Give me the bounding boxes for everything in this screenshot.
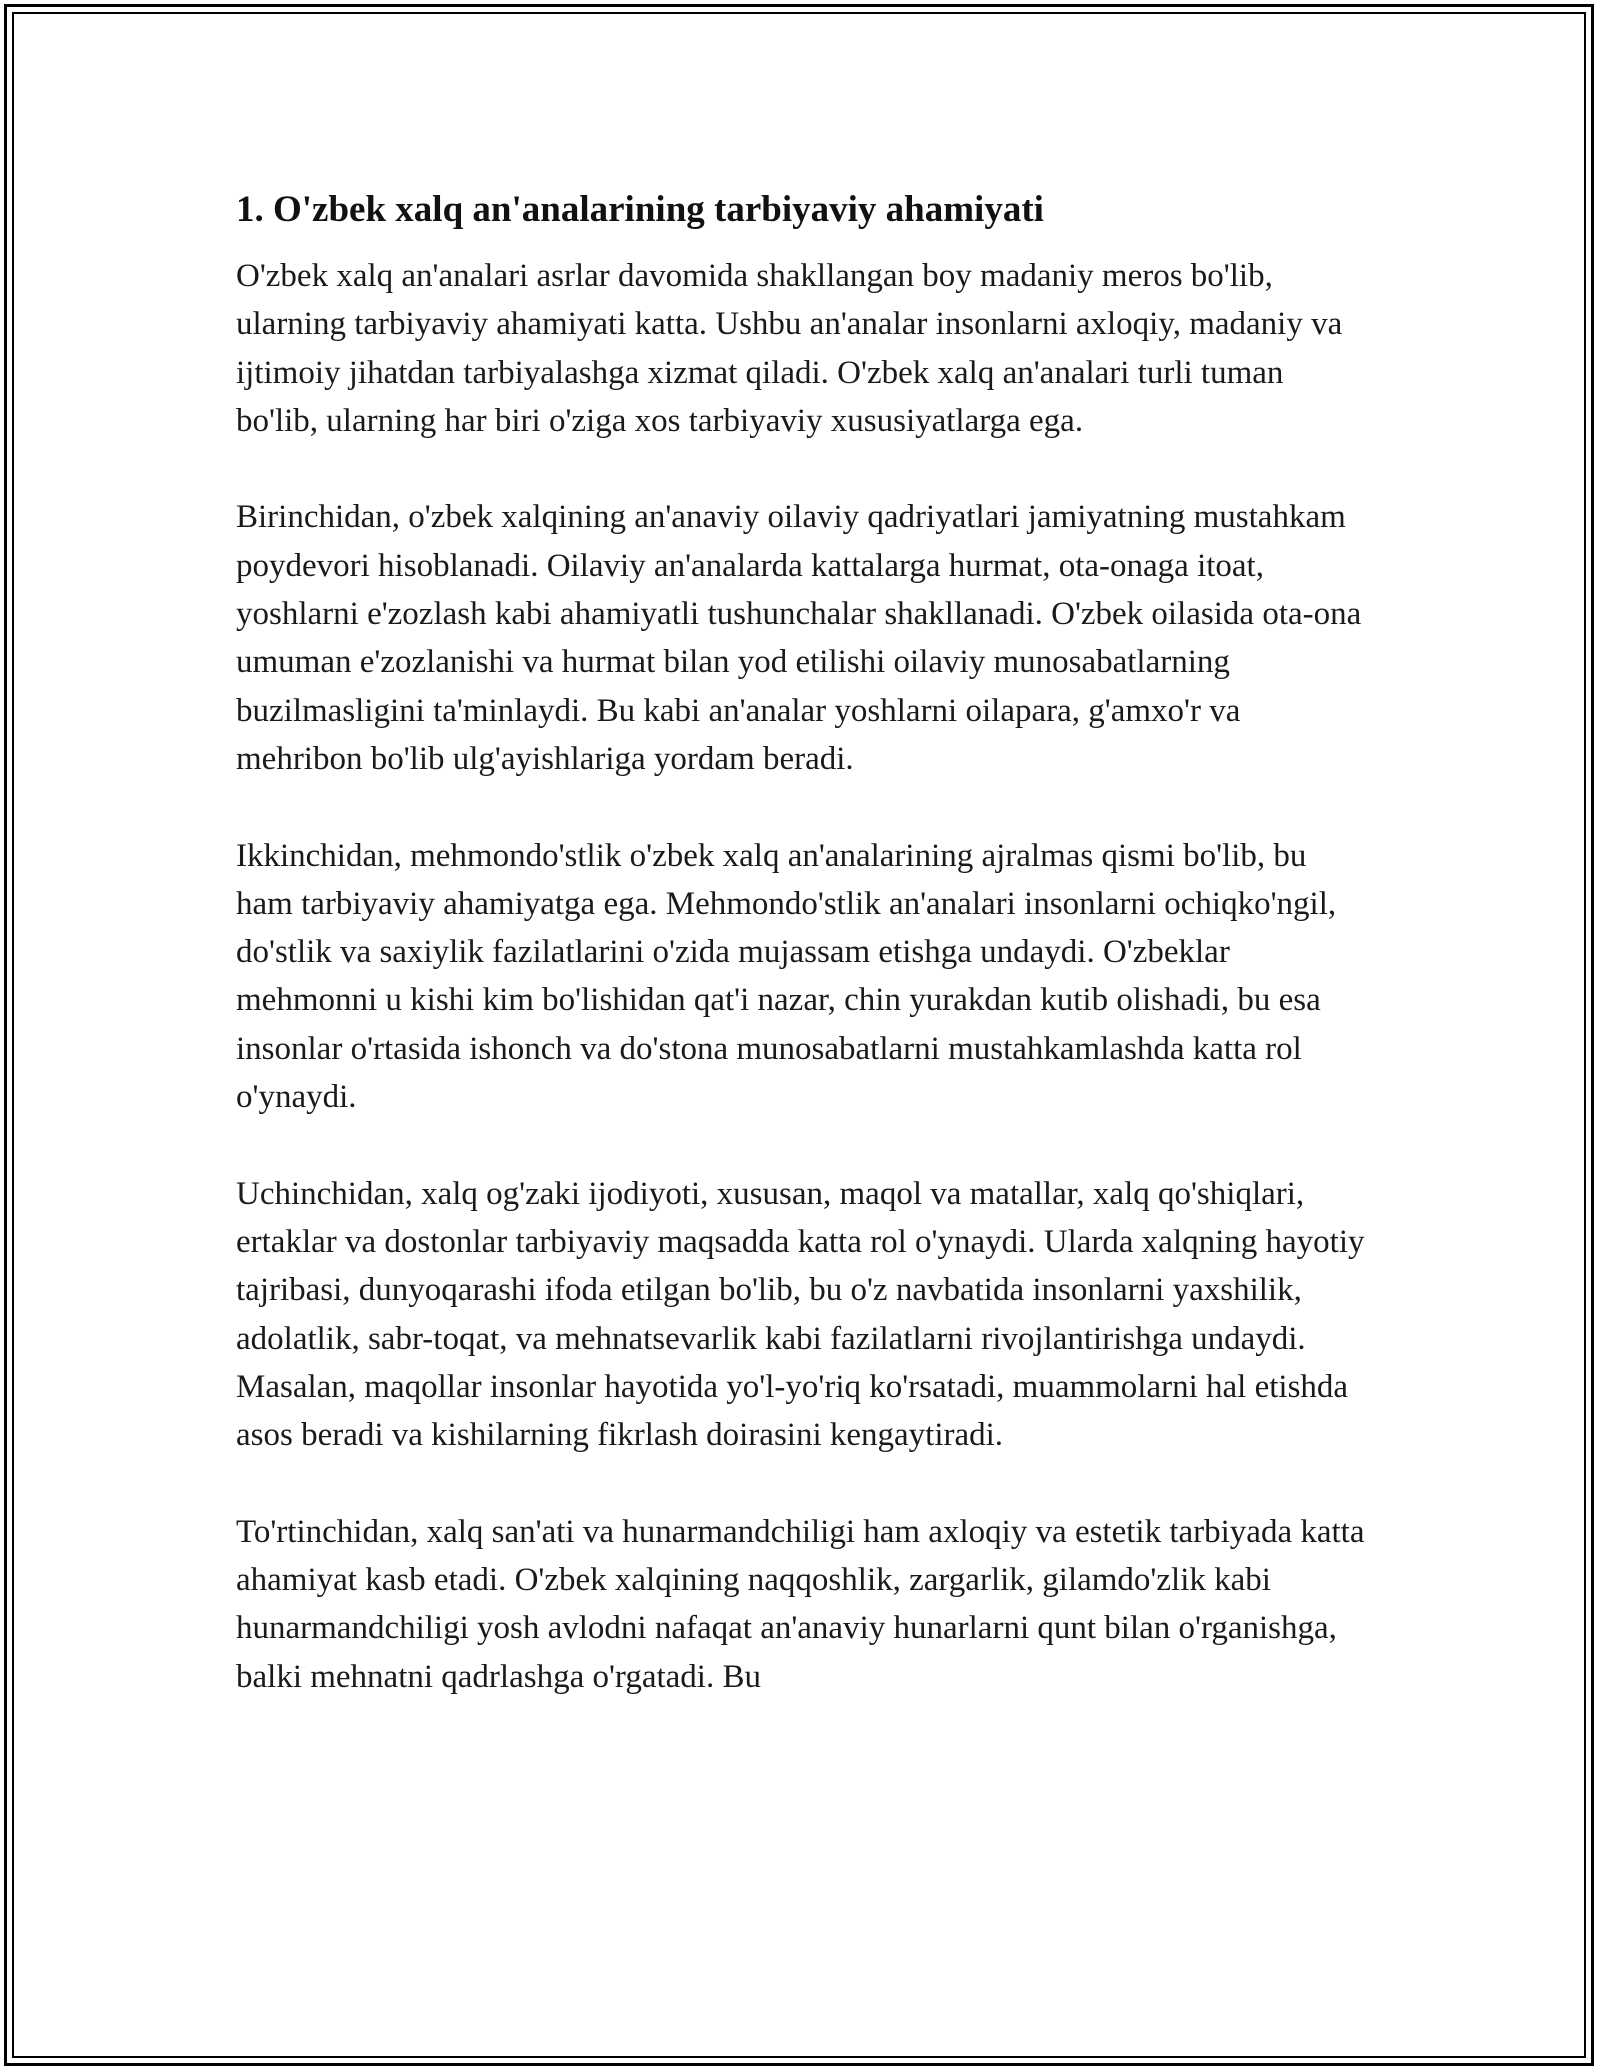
paragraph-hospitality: Ikkinchidan, mehmondo'stlik o'zbek xalq an'analarining ajralmas qismi bo'lib, bu ham tarbiyaviy ahamiyatga ega. Mehmondo'stlik an'analari insonlarni ochiqko'ngil, do'stlik va saxiylik fazilatlarini o'zida mujassam etishga undaydi. O'zbeklar mehmonni u kishi kim bo'lishidan qat'i nazar, chin yurakdan kutib olishadi, bu esa insonlar o'rtasida ishonch va do'stona munosabatlarni mustahkamlashda katta rol o'ynaydi. bbox=[236, 837, 1337, 1116]
paragraph-intro: O'zbek xalq an'analari asrlar davomida shakllangan boy madaniy meros bo'lib, ularning tarbiyaviy ahamiyati katta. Ushbu an'analar insonlarni axloqiy, madaniy va ijtimoiy jihatdan tarbiyalashga xizmat qiladi. O'zbek xalq an'analari turli tuman bo'lib, ularning har biri o'ziga xos tarbiyaviy xususiyatlarga ega. bbox=[236, 258, 1343, 439]
paragraph-folk-art: To'rtinchidan, xalq san'ati va hunarmandchiligi ham axloqiy va estetik tarbiyada katta ahamiyat kasb etadi. O'zbek xalqining naqqoshlik, zargarlik, gilamdo'zlik kabi hunarmandchiligi yosh avlodni nafaqat an'anaviy hunarlarni qunt bilan o'rganishga, balki mehnatni qadrlashga o'rgatadi. Bu bbox=[236, 1513, 1365, 1695]
paragraph-oral-folklore: Uchinchidan, xalq og'zaki ijodiyoti, xususan, maqol va matallar, xalq qo'shiqlari, ertaklar va dostonlar tarbiyaviy maqsadda katta rol o'ynaydi. Ularda xalqning hayotiy tajribasi, dunyoqarashi ifoda etilgan bo'lib, bu o'z navbatida insonlarni yaxshilik, adolatlik, sabr-toqat, va mehnatsevarlik kabi fazilatlarni rivojlantirishga undaydi. Masalan, maqollar insonlar hayotida yo'l-yo'riq ko'rsatadi, muammolarni hal etishda asos beradi va kishilarning fikrlash doirasini kengaytiradi. bbox=[236, 1175, 1365, 1454]
document-body bbox=[236, 186, 1366, 1749]
section-heading: 1. O'zbek xalq an'analarining tarbiyaviy ahamiyati bbox=[236, 189, 1044, 230]
paragraph-family-values: Birinchidan, o'zbek xalqining an'anaviy oilaviy qadriyatlari jamiyatning mustahkam poydevori hisoblanadi. Oilaviy an'analarda kattalarga hurmat, ota-onaga itoat, yoshlarni e'zozlash kabi ahamiyatli tushunchalar shakllanadi. O'zbek oilasida ota-ona umuman e'zozlanishi va hurmat bilan yod etilishi oilaviy munosabatlarning buzilmasligini ta'minlaydi. Bu kabi an'analar yoshlarni oilapara, g'amxo'r va mehribon bo'lib ulg'ayishlariga yordam beradi. bbox=[236, 499, 1362, 777]
